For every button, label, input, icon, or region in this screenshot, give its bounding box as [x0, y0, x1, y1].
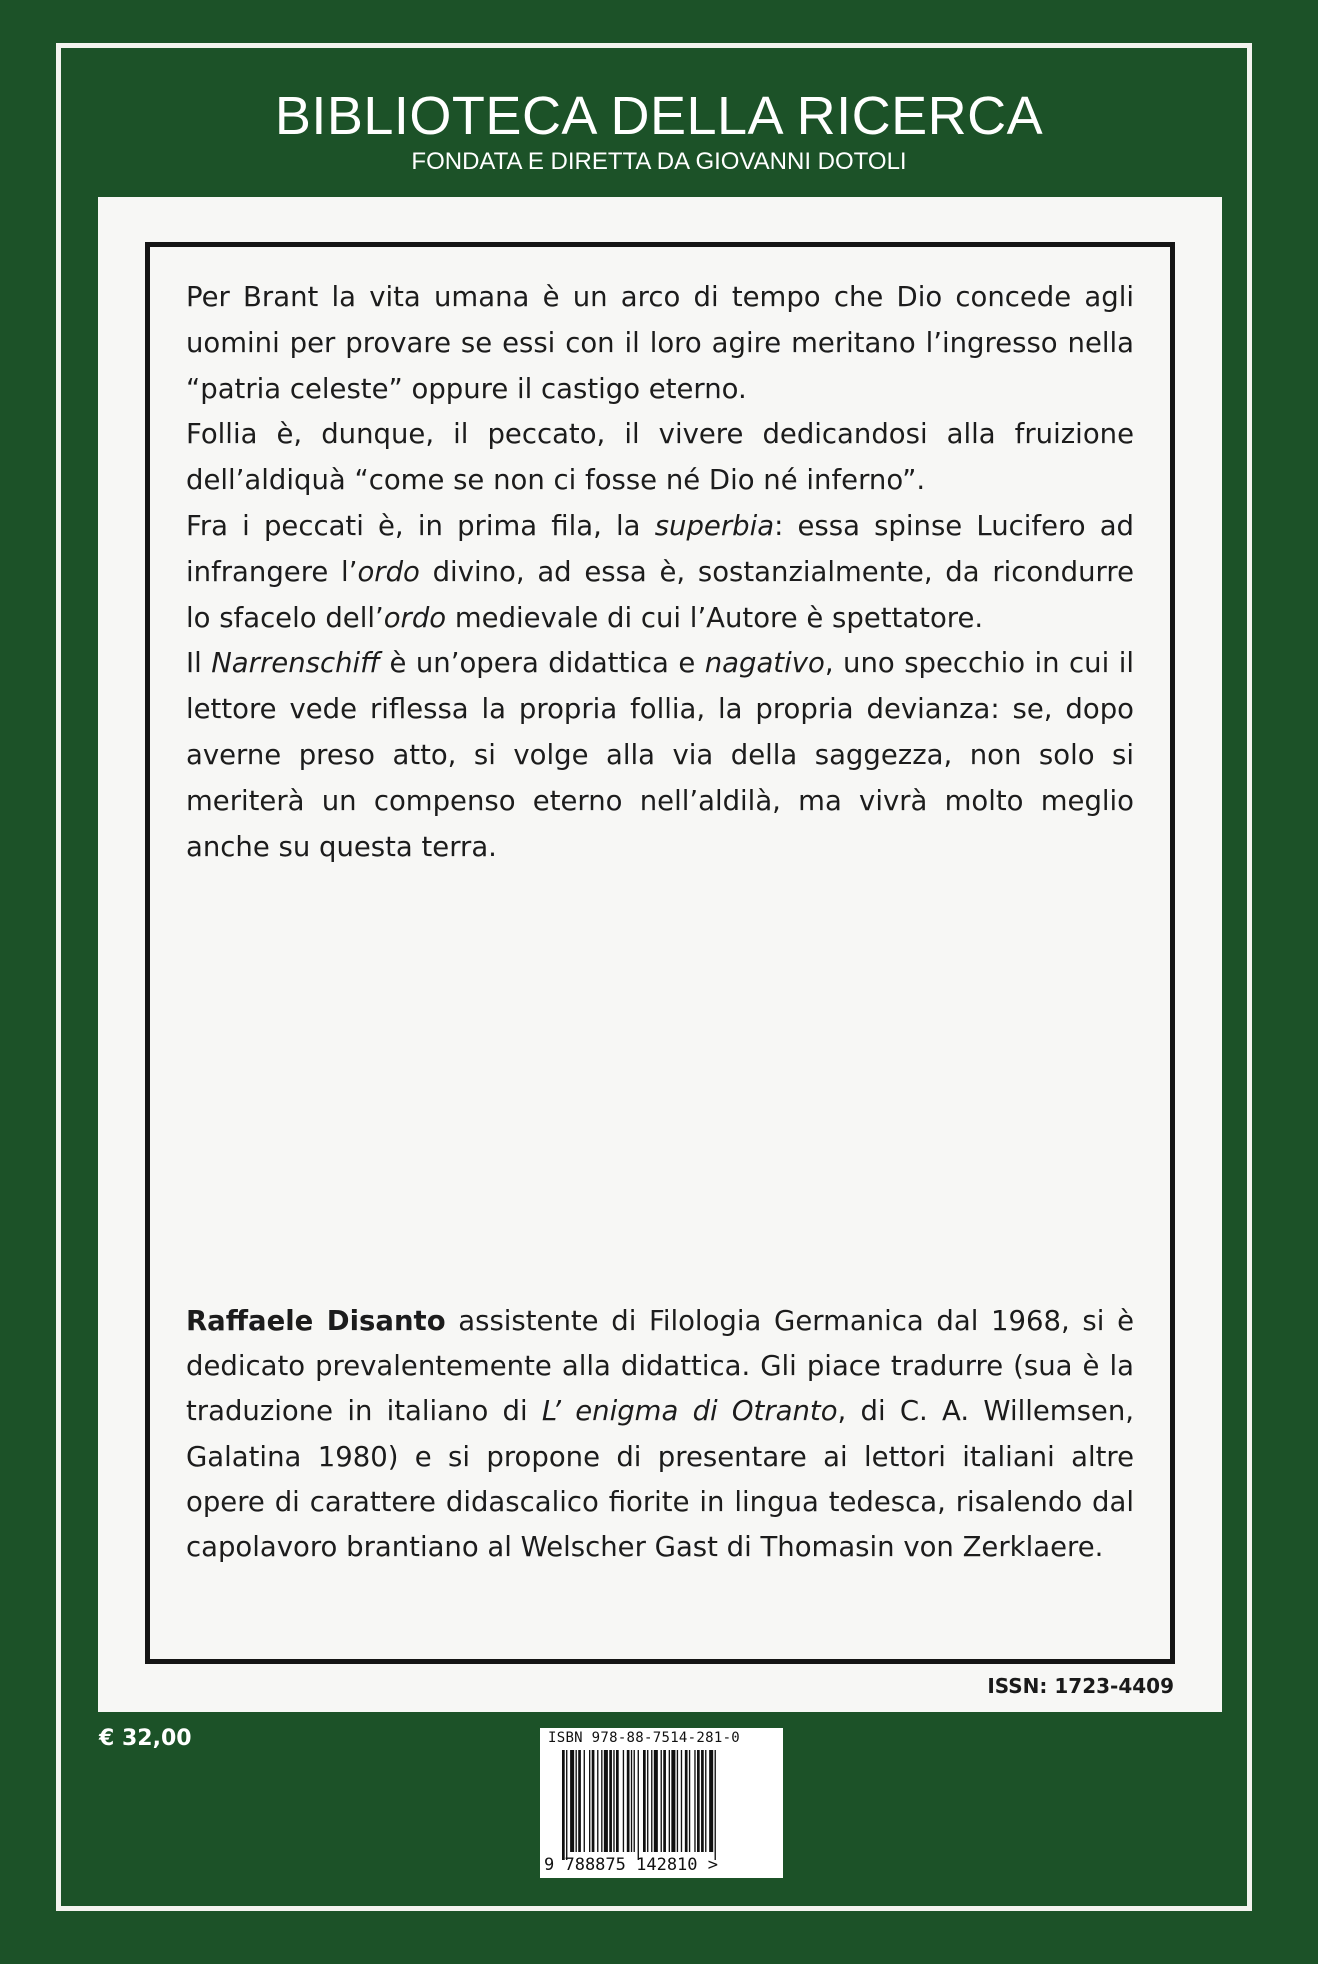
barcode-bar — [601, 1750, 602, 1852]
barcode-bar — [671, 1750, 675, 1852]
barcode-bar — [647, 1750, 648, 1852]
barcode-bar — [604, 1750, 608, 1852]
price: € 32,00 — [99, 1726, 192, 1751]
barcode-bar — [597, 1750, 598, 1852]
barcode-bar — [623, 1750, 624, 1852]
barcode-bar — [661, 1750, 662, 1852]
barcode-bar — [566, 1750, 567, 1860]
barcode-bar — [685, 1750, 688, 1852]
barcode-bar — [677, 1750, 678, 1852]
blurb-paragraph-1: Per Brant la vita umana è un arco di tempo che Dio concede agli uomini per provare se essi con il loro agire meritano l’ingresso nella “patria celeste” oppure il castigo eterno. — [186, 281, 1134, 405]
barcode-bar — [643, 1750, 646, 1852]
ean-digits: 9 788875 142810 > — [544, 1855, 718, 1875]
barcode-bar — [681, 1750, 682, 1852]
barcode — [540, 1728, 783, 1878]
barcode-bar — [584, 1750, 585, 1852]
blurb-paragraph-2: Follia è, dunque, il peccato, il vivere dedicandosi alla fruizione dell’aldiquà “come se non ci fosse né Dio né inferno”. — [186, 418, 1134, 497]
barcode-bar — [631, 1750, 632, 1852]
barcode-bar — [689, 1750, 690, 1852]
author-bio: Raffaele Disanto assistente di Filologia Germanica dal 1968, si è dedicato prevalentemente alla didattica. Gli piace tradurre (sua è la traduzione in italiano di L’ enigma di Otranto, di C. A. Willemsen, Galatina 1980) e si propone di presentare ai lettori italiani altre opere di carattere didascalico fiorite in lingua tedesca, risalendo dal capolavoro brantiano al Welscher Gast di Thomasin von Zerklaere. — [186, 1305, 1134, 1564]
barcode-bar — [609, 1750, 612, 1852]
barcode-bar — [694, 1750, 695, 1852]
barcode-bar — [592, 1750, 595, 1852]
barcode-bar — [715, 1750, 716, 1860]
barcode-bar — [562, 1750, 565, 1860]
barcode-bar — [570, 1750, 574, 1852]
blurb-paragraph-4: Il Narrenschiff è un’opera didattica e nagativo, uno specchio in cui il lettore vede riflessa la propria follia, la propria devianza: se, dopo averne preso atto, si volge alla via della saggezza, non solo si meriterà un compenso eterno nell’aldilà, ma vivrà molto meglio anche su questa terra. — [186, 647, 1134, 863]
barcode-bar — [578, 1750, 581, 1852]
barcode-bar — [634, 1750, 635, 1852]
barcode-bar — [669, 1750, 670, 1852]
barcode-bar — [613, 1750, 614, 1852]
author-name: Raffaele Disanto — [186, 1305, 446, 1337]
barcode-bar — [638, 1750, 639, 1860]
series-title: BIBLIOTECA DELLA RICERCA — [274, 86, 1044, 146]
barcode-bar — [654, 1750, 658, 1852]
barcode-bar — [576, 1750, 577, 1852]
barcode-bar — [697, 1750, 700, 1852]
barcode-bar — [701, 1750, 704, 1852]
barcode-bar — [709, 1750, 713, 1852]
blurb-paragraph-3: Fra i peccati è, in prima fila, la superbia: essa spinse Lucifero ad infrangere l’ordo divino, ad essa è, sostanzialmente, da ricondurre lo sfacelo dell’ordo medievale di cui l’Autore è spettatore. — [186, 509, 1135, 634]
barcode-bar — [651, 1750, 652, 1852]
barcode-bars — [562, 1750, 764, 1860]
barcode-bar — [589, 1750, 590, 1852]
isbn-label: ISBN 978-88-7514-281-0 — [548, 1730, 741, 1746]
barcode-bar — [663, 1750, 666, 1852]
translated-book-title: L’ enigma di Otranto — [541, 1395, 838, 1428]
blurb — [186, 275, 1134, 870]
barcode-bar — [705, 1750, 706, 1852]
series-subtitle: FONDATA E DIRETTA DA GIOVANNI DOTOLI — [411, 148, 907, 175]
barcode-bar — [616, 1750, 619, 1852]
barcode-bar — [627, 1750, 630, 1852]
issn: ISSN: 1723-4409 — [987, 1674, 1174, 1698]
